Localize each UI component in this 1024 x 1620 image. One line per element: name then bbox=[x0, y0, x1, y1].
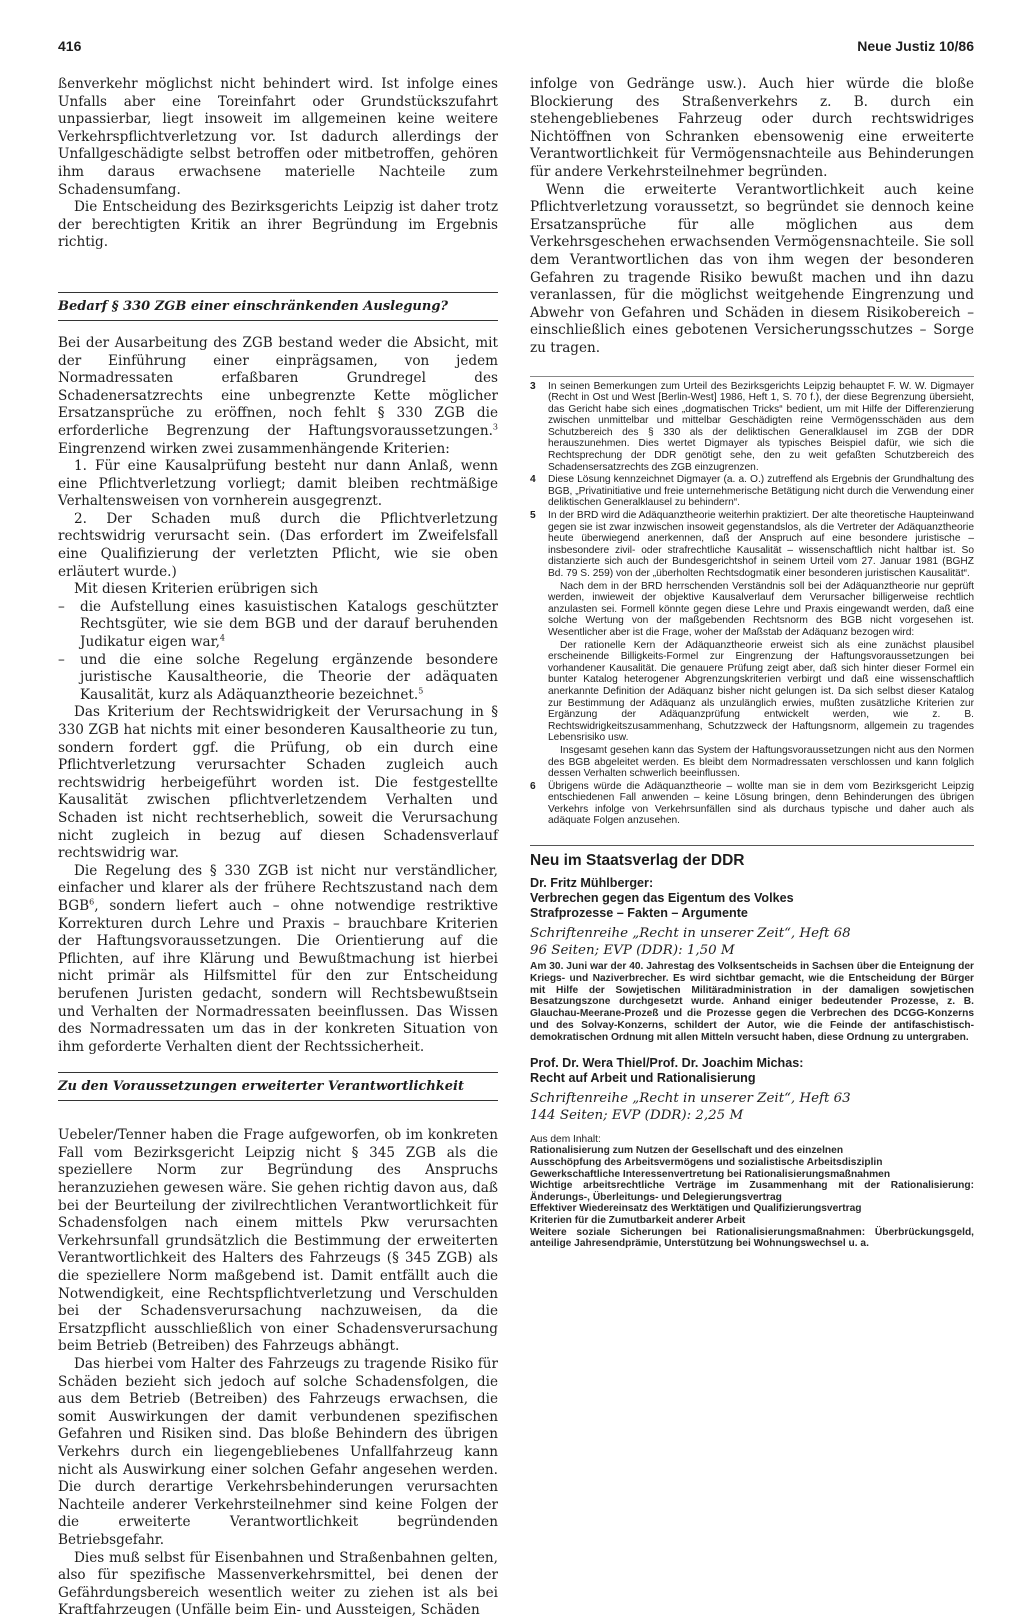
paragraph: 1. Für eine Kausalprüfung besteht nur dann Anlaß, wenn eine Pflichtverletzung vorliegt; damit bleiben rechtmäßige Verhaltensweisen von vornherein ausgegrenzt. bbox=[58, 458, 498, 510]
dash-bullet: – bbox=[58, 651, 65, 668]
page-header bbox=[58, 38, 974, 60]
paragraph: Mit diesen Kriterien erübrigen sich bbox=[74, 581, 319, 598]
footnote bbox=[530, 381, 974, 474]
list-item: – die Aufstellung eines kasuistischen Katalogs geschützter Rechtsgüter, wie sie dem BGB und der darauf beruhenden Judikatur eigen war,$^4$ bbox=[58, 598, 498, 651]
book-entry bbox=[530, 876, 974, 1044]
footnote bbox=[530, 781, 974, 827]
footnote-number: 3 bbox=[530, 380, 536, 392]
section-heading: Zu den Voraussetzungen erweiterter Verantwortlichkeit bbox=[58, 1072, 498, 1101]
footnote-ref[interactable]: 4 bbox=[219, 633, 226, 643]
announcement-title: Neu im Staatsverlag der DDR bbox=[530, 852, 745, 870]
book-series: Schriftenreihe „Recht in unserer Zeit“, Heft 68 bbox=[530, 926, 851, 942]
book-author: Prof. Dr. Wera Thiel/Prof. Dr. Joachim Michas: bbox=[530, 1055, 804, 1070]
contents-item: Weitere soziale Sicherungen bei Rationalisierungsmaßnahmen: Überbrückungsgeld, anteilige Jahresendprämie, Unterstützung bei Wohnungswechsel u. a. bbox=[530, 1226, 974, 1250]
contents-item: Ausschöpfung des Arbeitsvermögens und sozialistische Arbeitsdisziplin bbox=[530, 1157, 883, 1169]
footnotes bbox=[530, 376, 974, 828]
footnote-text: In der BRD wird die Adäquanztheorie weiterhin praktiziert. Der alte theoretische Haupteinwand gegen sie ist zwar inzwischen insoweit gegenstandslos, als die Vertreter der Adäquanztheorie heute überwiegend anerkennen, daß der Anspruch auf eine besondere juristische – insbesondere zivil- oder strafrechtliche Kausalität – wissenschaftlich nicht haltbar ist. So distanzierte sich auch der Bundesgerichtshof in seinem Urteil vom 27. Januar 1981 (BGHZ Bd. 79 S. 259) von der „überholten Rechtsdogmatik einer besonderen juristischen Kausalität“. bbox=[548, 510, 974, 579]
paragraph: Uebeler/Tenner haben die Frage aufgeworfen, ob im konkreten Fall vom Bezirksgericht Leipzig nicht § 345 ZGB als die speziellere Norm zur Begründung des Anspruchs heranzuziehen gewesen wäre. Sie gehen richtig davon aus, daß bei der Beurteilung der zivilrechtlichen Verantwortlichkeit für Schadensfolgen nach einem mittels Pkw verursachten Verkehrsunfall grundsätzlich die Bestimmung der erweiterten Verantwortlichkeit des Halters des Fahrzeugs (§ 345 ZGB) als die speziellere Norm maßgebend ist. Damit entfällt auch die Notwendigkeit, eine Rechtspflichtverletzung und Verschulden bei der Schadensverursachung nachzuweisen, da die Ersatzpflicht ausschließlich von einer Schadensverursachung beim Betrieb (Betreiben) des Fahrzeugs abhängt. bbox=[58, 1127, 498, 1355]
page-number: 416 bbox=[58, 38, 82, 54]
paragraph: Bei der Ausarbeitung des ZGB bestand weder die Absicht, mit der Einführung einer einprägsamen, von jedem Normadressaten erfaßbaren Grundregel des Schadenersatzrechts eine unbegrenzte Kette möglicher Ersatzansprüche zu eröffnen, noch fehlt § 330 ZGB die erforderliche Begrenzung der Haftungsvoraussetzungen.$^3$ Eingrenzend wirken zwei zusammenhängende Kriterien: bbox=[58, 334, 498, 457]
contents-item: Gewerkschaftliche Interessenvertretung bei Rationalisierungsmaßnahmen bbox=[530, 1168, 891, 1180]
section-heading: Bedarf § 330 ZGB einer einschränkenden Auslegung? bbox=[58, 292, 498, 321]
right-column bbox=[530, 76, 974, 1250]
footnote-number: 5 bbox=[530, 510, 536, 522]
paragraph: Wenn die erweiterte Verantwortlichkeit auch keine Pflichtverletzung voraussetzt, so begründet sie dennoch keine Ersatzansprüche für alle möglichen aus dem Verkehrsgeschehen erwachsenden Vermögensnachteile. Sie soll dem Verantwortlichen das von ihm wegen der besonderen Gefahren zu tragende Risiko bewußt machen und ihn dazu veranlassen, für die möglichst weitgehende Eingrenzung und Abwehr von Gefahren und Schäden in diesem Risikobereich – einschließlich eines gebotenen Versicherungsschutzes – Sorge zu tragen. bbox=[530, 181, 974, 356]
paragraph: 2. Der Schaden muß durch die Pflichtverletzung rechtswidrig verursacht sein. (Das erfordert im Zweifelsfall eine Qualifizierung der verletzten Pflicht, wie sie oben erläutert wurde.) bbox=[58, 510, 498, 580]
contents-item: Rationalisierung zum Nutzen der Gesellschaft und des einzelnen bbox=[530, 1145, 844, 1157]
book-title: Recht auf Arbeit und Rationalisierung bbox=[530, 1070, 756, 1085]
footnote-number: 6 bbox=[530, 780, 536, 792]
book-subtitle: Strafprozesse – Fakten – Argumente bbox=[530, 906, 748, 921]
footnote-ref[interactable]: 5 bbox=[418, 686, 424, 696]
book-pages-price: 144 Seiten; EVP (DDR): 2,25 M bbox=[530, 1107, 744, 1123]
footnote-ref[interactable]: 6 bbox=[89, 897, 95, 907]
contents-item: Effektiver Wiedereinsatz des Werktätigen und Qualifizierungsvertrag bbox=[530, 1203, 862, 1215]
list-item: – und die eine solche Regelung ergänzende besondere juristische Kausaltheorie, die Theorie der adäquaten Kausalität, kurz als Adäquanztheorie bezeichnet.$^5$ bbox=[58, 651, 498, 703]
contents-item: Kriterien für die Zumutbarkeit anderer Arbeit bbox=[530, 1215, 746, 1226]
paragraph: Die Regelung des § 330 ZGB ist nicht nur verständlicher, einfacher und klarer als der frühere Rechtszustand nach dem BGB$^6$, sondern liefert auch – ohne notwendige restriktive Korrekturen durch Lehre und Praxis – brauchbare Kriterien der Haftungsvoraussetzungen. Die Orientierung auf die Pflichten, auf ihre Klärung und Bewußtmachung ist hierbei nicht primär als Hilfsmittel für den zur Entscheidung berufenen Juristen gedacht, sondern will Rechtsbewußtsein und Verhalten der Normadressaten beeinflussen. Das Wissen des Normadressaten um das in der konkreten Situation von ihm geforderte Verhalten dient der Rechtssicherheit. bbox=[58, 862, 498, 1055]
footnote-text: Übrigens würde die Adäquanztheorie – wollte man sie in dem vom Bezirksgericht Leipzig entschiedenen Fall anwenden – keine Lösung bringen, denn Behinderungen des übrigen Verkehrs infolge von Verkehrsunfällen sind als durchaus typische und daher auch als adäquate Folgen anzusehen. bbox=[548, 780, 974, 827]
footnote-paragraph: Insgesamt gesehen kann das System der Haftungsvoraussetzungen nicht aus den Normen des BGB abgeleitet werden. Es bleibt dem Normadressaten verschlossen und kann folglich dessen Verhalten schwerlich beeinflussen. bbox=[548, 744, 974, 780]
footnote-paragraph: Der rationelle Kern der Adäquanztheorie erweist sich als eine zunächst plausibel erscheinende Billigkeits-Formel zur Eingrenzung der Haftungsvoraussetzungen bei vorhandener Kausalität. Die genauere Prüfung zeigt aber, daß sich hinter dieser Formel ein bunter Katalog heterogener Abgrenzungskriterien verbirgt und daß eine wissenschaftlich anerkannte Definition der Adäquanz bisher nicht gelungen ist. Da sich selbst dieser Katalog zur Bestimmung der Adäquanz als unzulänglich erwies, mußten zusätzliche Kriterien zur Ergänzung der Adäquanzprüfung entwickelt werden, wie z. B. Rechtswidrigkeitszusammenhang, Schutzzweck der Haftungsnorm, allgemein zu tragendes Lebensrisiko usw. bbox=[548, 639, 974, 744]
book-title: Verbrechen gegen das Eigentum des Volkes bbox=[530, 891, 794, 906]
book-author: Dr. Fritz Mühlberger: bbox=[530, 876, 654, 891]
paragraph: Das hierbei vom Halter des Fahrzeugs zu tragende Risiko für Schäden bezieht sich jedoch auf solche Schadensfolgen, die aus dem Betrieb (Betreiben) des Fahrzeugs erwachsen, die somit Auswirkungen der damit verbundenen spezifischen Gefahren und Risiken sind. Das bloße Behindern des übrigen Verkehrs durch ein liegengebliebenes Unfallfahrzeug kann nicht als Auswirkung einer solchen Gefahr angesehen werden. Die durch derartige Verkehrsbehinderungen verursachten Nachteile anderer Verkehrsteilnehmer sind keine Folgen der die erweiterte Verantwortlichkeit begründenden Betriebsgefahr. bbox=[58, 1356, 498, 1548]
book-series: Schriftenreihe „Recht in unserer Zeit“, Heft 63 bbox=[530, 1090, 851, 1106]
footnote-ref[interactable]: 3 bbox=[492, 422, 498, 432]
publisher-announcement bbox=[530, 845, 974, 1250]
book-description: Am 30. Juni war der 40. Jahrestag des Volksentscheids in Sachsen über die Enteignung der Kriegs- und Naziverbrecher. Es wird sichtbar gemacht, wie die Entscheidung der Bürger mit Hilfe der Sowjetischen Militäradministration in der damaligen sowjetischen Besatzungszone durchgesetzt wurde. Anhand einiger bedeutender Prozesse, z. B. Glauchau-Meerane-Prozeß und die Prozesse gegen die Verbrechen des DCGG-Konzerns und des Solvay-Konzerns, schildert der Autor, wie die Feinde der antifaschistisch-demokratischen Ordnung mit allen Mitteln versucht haben, diese Ordnung zu untergraben. bbox=[530, 961, 974, 1043]
contents-label: Aus dem Inhalt: bbox=[530, 1133, 601, 1145]
contents-item: Wichtige arbeitsrechtliche Verträge im Zusammenhang mit der Rationalisierung: Änderungs-, Überleitungs- und Delegierungsvertrag bbox=[530, 1180, 974, 1203]
paragraph: ßenverkehr möglichst nicht behindert wird. Ist infolge eines Unfalls aber eine Toreinfahrt oder Grundstückszufahrt unpassierbar, liegt insoweit im allgemeinen keine weitere Verkehrspflichtverletzung vor. Ist dadurch allerdings der Unfallgeschädigte selbst betroffen oder mitbetroffen, gehören ihm daraus erwachsene materielle Nachteile zum Schadensumfang. bbox=[58, 76, 498, 198]
dash-bullet: – bbox=[58, 598, 65, 615]
footnote bbox=[530, 510, 974, 580]
paragraph: Dies muß selbst für Eisenbahnen und Straßenbahnen gelten, also für spezifische Massenverkehrsmittel, bei denen der Gefährdungsbereich wesentlich weiter zu ziehen ist als bei Kraftfahrzeugen (Unfälle beim Ein- und Aussteigen, Schäden bbox=[58, 1549, 498, 1619]
paragraph: infolge von Gedränge usw.). Auch hier würde die bloße Blockierung des Straßenverkehrs z. B. durch ein stehengebliebenes Fahrzeug oder durch rechtswidriges Nichtöffnen von Schranken ebensowenig eine erweiterte Verantwortlichkeit für Vermögensnachteile aus Behinderungen für andere Verkehrsteilnehmer begründen. bbox=[530, 76, 974, 180]
footnote-text: In seinen Bemerkungen zum Urteil des Bezirksgerichts Leipzig behauptet F. W. W. Digmayer (Recht in Ost und West [Berlin-West] 1986, Heft 1, S. 70 f.), der diese Begrenzung übersieht, das Gericht habe sich eines „dogmatischen Tricks“ bedient, um mit Hilfe der Differenzierung zwischen unmittelbar und mittelbar Geschädigten reine Vermögensschäden aus dem Schutzbereich des § 330 als der deliktischen Generalklausel im ZGB der DDR herauszunehmen. Dies wertet Digmayer als typisches Beispiel dafür, wie sich die Rechtsprechung der DDR genötigt sehe, den zu weit gefaßten Schutzbereich des Schadensersatzrechts des ZGB einzugrenzen. bbox=[548, 380, 974, 473]
footnote-number: 4 bbox=[530, 474, 536, 486]
paragraph: Das Kriterium der Rechtswidrigkeit der Verursachung in § 330 ZGB hat nichts mit einer besonderen Kausaltheorie zu tun, sondern fordert ggf. die Prüfung, ob ein durch eine Pflichtverletzung verursachter Schaden zugleich auch rechtswidrig herbeigeführt worden ist. Die festgestellte Kausalität zwischen pflichtverletzendem Verhalten und Schaden ist nicht rechtserheblich, soweit die Verursachung nicht zugleich in bezug auf diesen Schadensverlauf rechtswidrig war. bbox=[58, 704, 498, 862]
footnote-text: Diese Lösung kennzeichnet Digmayer (a. a. O.) zutreffend als Ergebnis der Grundhaltung des BGB, „Privatinitiative und freie unternehmerische Betätigung nicht durch die Verwendung einer deliktischen Generalklausel zu behindern“. bbox=[548, 474, 974, 509]
left-column bbox=[58, 76, 498, 1620]
book-pages-price: 96 Seiten; EVP (DDR): 1,50 M bbox=[530, 943, 735, 959]
footnote-paragraph: Nach dem in der BRD herrschenden Verständnis soll bei der Adäquanztheorie nur geprüft werden, inwieweit der objektive Kausalverlauf dem Verursacher billigerweise rechtlich anzulasten sei. Formell könnte gegen diese Lehre und Praxis eingewandt werden, daß eine solche Wertung von der maßgebenden Rechtsnorm des BGB nicht vorgesehen ist. Wesentlicher aber ist die Frage, woher der Maßstab der Adäquanz bezogen wird: bbox=[548, 580, 974, 638]
paragraph: Die Entscheidung des Bezirksgerichts Leipzig ist daher trotz der berechtigten Kritik an ihrer Begründung im Ergebnis richtig. bbox=[58, 199, 498, 251]
footnote bbox=[530, 474, 974, 509]
journal-title: Neue Justiz 10/86 bbox=[857, 38, 974, 54]
book-entry bbox=[530, 1056, 974, 1250]
